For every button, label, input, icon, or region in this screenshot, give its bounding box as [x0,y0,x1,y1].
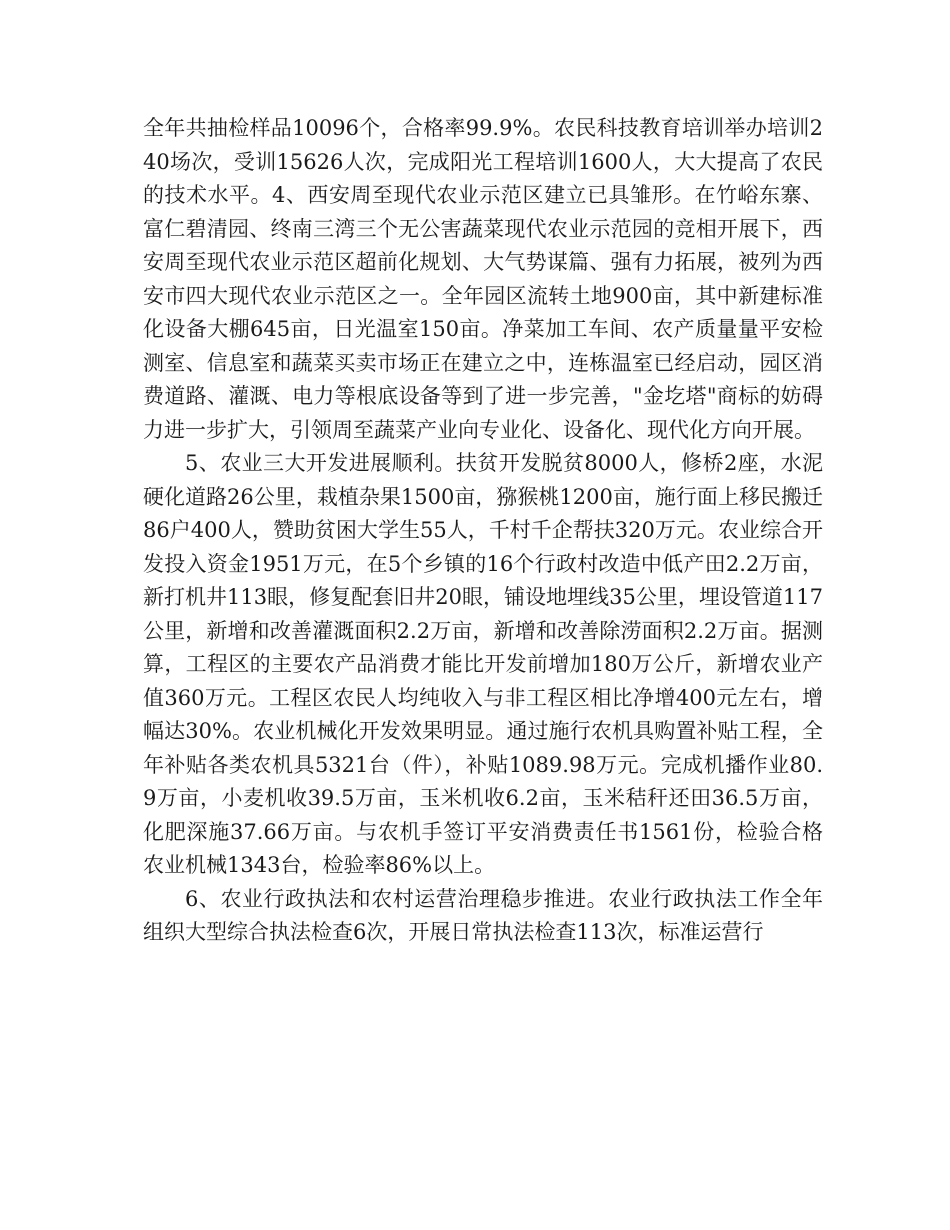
paragraph-3: 6、农业行政执法和农村运营治理稳步推进。农业行政执法工作全年组织大型综合执法检查6次，开展日常执法检查113次，标准运营行 [143,886,823,944]
paragraph-1: 全年共抽检样品10096个，合格率99.9%。农民科技教育培训举办培训240场次，受训15626人次，完成阳光工程培训1600人，大大提高了农民的技术水平。4、西安周至现代农业示范区建立已具雏形。在竹峪东寨、富仁碧清园、终南三湾三个无公害蔬菜现代农业示范园的竞相开展下，西安周至现代农业示范区超前化规划、大气势谋篇、强有力拓展，被列为西安市四大现代农业示范区之一。全年园区流转土地900亩，其中新建标准化设备大棚645亩，日光温室150亩。净菜加工车间、农产质量量平安检测室、信息室和蔬菜买卖市场正在建立之中，连栋温室已经启动，园区消费道路、灌溉、电力等根底设备等到了进一步完善，"金圪塔"商标的妨碍力进一步扩大，引领周至蔬菜产业向专业化、设备化、现代化方向开展。 [143,116,823,442]
paragraph-2: 5、农业三大开发进展顺利。扶贫开发脱贫8000人，修桥2座，水泥硬化道路26公里，栽植杂果1500亩，猕猴桃1200亩，施行面上移民搬迁86户400人，赞助贫困大学生55人，千村千企帮扶320万元。农业综合开发投入资金1951万元，在5个乡镇的16个行政村改造中低产田2.2万亩，新打机井113眼，修复配套旧井20眼，铺设地埋线35公里，埋设管道117公里，新增和改善灌溉面积2.2万亩，新增和改善除涝面积2.2万亩。据测算，工程区的主要农产品消费才能比开发前增加180万公斤，新增农业产值360万元。工程区农民人均纯收入与非工程区相比净增400元左右，增幅达30%。农业机械化开发效果明显。通过施行农机具购置补贴工程，全年补贴各类农机具5321台（件），补贴1089.98万元。完成机播作业80.9万亩，小麦机收39.5万亩，玉米机收6.2亩，玉米秸秆还田36.5万亩，化肥深施37.66万亩。与农机手签订平安消费责任书1561份，检验合格农业机械1343台，检验率86%以上。 [143,451,823,877]
document-body [143,112,823,950]
